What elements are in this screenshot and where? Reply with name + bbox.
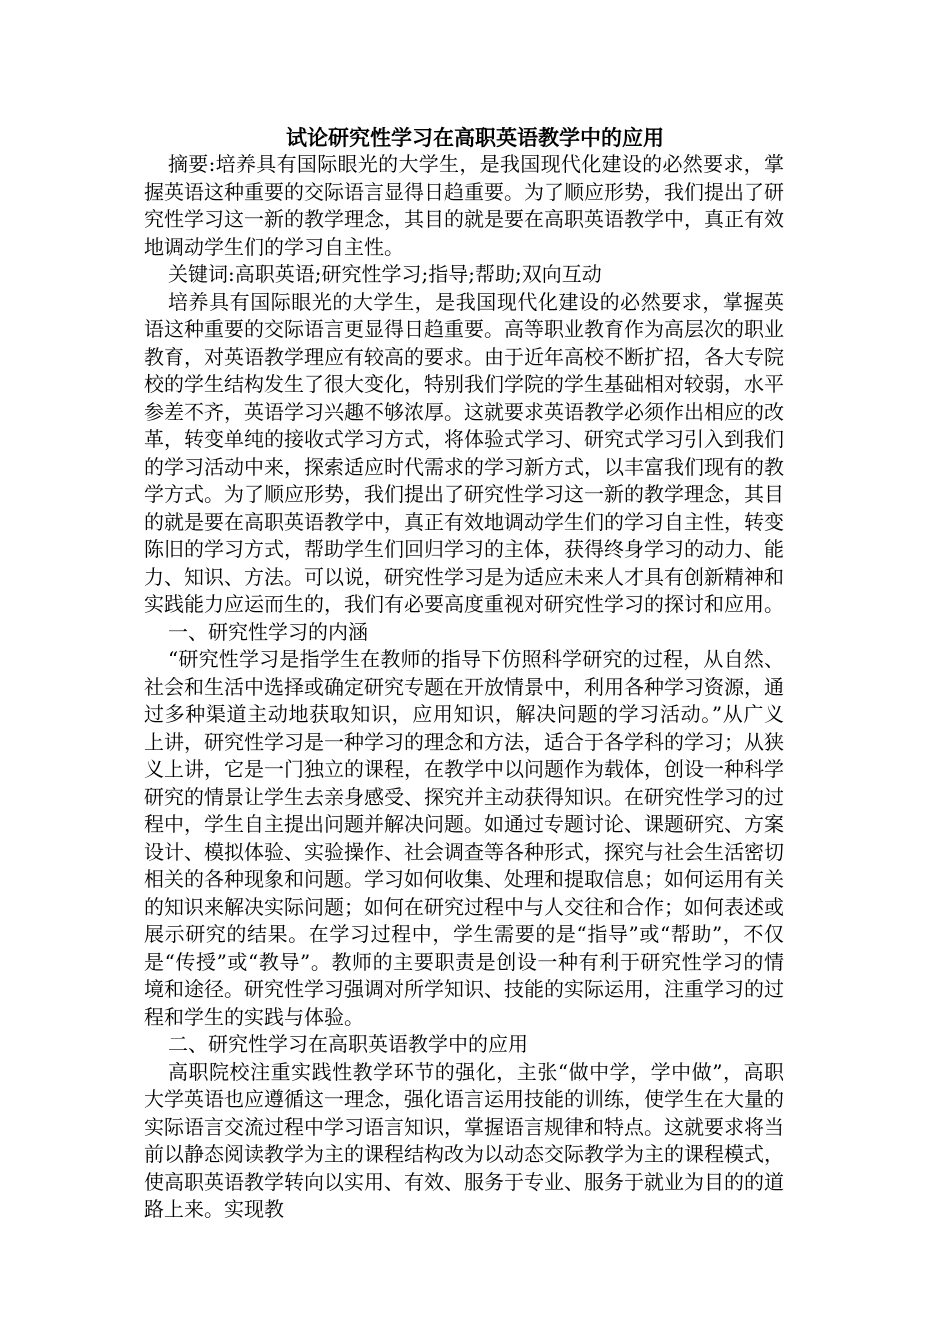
section-2-heading: 二、研究性学习在高职英语教学中的应用 <box>168 1032 528 1056</box>
section-2-paragraph: 高职院校注重实践性教学环节的强化，主张“做中学，学中做”，高职大学英语也应遵循这一理念，强化语言运用技能的训练，使学生在大量的实际语言交流过程中学习语言知识，掌握语言规律和特点。这就要求将当前以静态阅读教学为主的课程结构改为以动态交际教学为主的课程模式，使高职英语教学转向以实用、有效、服务于专业、服务于就业为目的的道路上来。实现教 <box>144 1059 784 1221</box>
document-body <box>144 124 784 1224</box>
keywords-line: 关键词:高职英语;研究性学习;指导;帮助;双向互动 <box>168 262 602 286</box>
section-1-heading: 一、研究性学习的内涵 <box>168 619 368 644</box>
section-1-paragraph: “研究性学习是指学生在教师的指导下仿照科学研究的过程，从自然、社会和生活中选择或确定研究专题在开放情景中，利用各种学习资源，通过多种渠道主动地获取知识，应用知识，解决问题的学习活动。”从广义上讲，研究性学习是一种学习的理念和方法，适合于各学科的学习；从狭义上讲，它是一门独立的课程，在教学中以问题作为载体，创设一种科学研究的情景让学生去亲身感受、探究并主动获得知识。在研究性学习的过程中，学生自主提出问题并解决问题。如通过专题讨论、课题研究、方案设计、模拟体验、实验操作、社会调查等各种形式，探究与社会生活密切相关的各种现象和问题。学习如何收集、处理和提取信息；如何运用有关的知识来解决实际问题；如何在研究过程中与人交往和合作；如何表述或展示研究的结果。在学习过程中，学生需要的是“指导”或“帮助”，不仅是“传授”或“教导”。教师的主要职责是创设一种有利于研究性学习的情境和途径。研究性学习强调对所学知识、技能的实际运用，注重学习的过程和学生的实践与体验。 <box>144 647 784 1029</box>
intro-paragraph: 培养具有国际眼光的大学生，是我国现代化建设的必然要求，掌握英语这种重要的交际语言更显得日趋重要。高等职业教育作为高层次的职业教育，对英语教学理应有较高的要求。由于近年高校不断扩招，各大专院校的学生结构发生了很大变化，特别我们学院的学生基础相对较弱，水平参差不齐，英语学习兴趣不够浓厚。这就要求英语教学必须作出相应的改革，转变单纯的接收式学习方式，将体验式学习、研究式学习引入到我们的学习活动中来，探索适应时代需求的学习新方式，以丰富我们现有的教学方式。为了顺应形势，我们提出了研究性学习这一新的教学理念，其目的就是要在高职英语教学中，真正有效地调动学生们的学习自主性，转变陈旧的学习方式，帮助学生们回归学习的主体，获得终身学习的动力、能力、知识、方法。可以说，研究性学习是为适应未来人才具有创新精神和实践能力应运而生的，我们有必要高度重视对研究性学习的探讨和应用。 <box>144 289 784 616</box>
abstract-paragraph: 摘要:培养具有国际眼光的大学生，是我国现代化建设的必然要求，掌握英语这种重要的交际语言显得日趋重要。为了顺应形势，我们提出了研究性学习这一新的教学理念，其目的就是要在高职英语教学中，真正有效地调动学生们的学习自主性。 <box>144 152 784 259</box>
document-title: 试论研究性学习在高职英语教学中的应用 <box>286 125 664 150</box>
